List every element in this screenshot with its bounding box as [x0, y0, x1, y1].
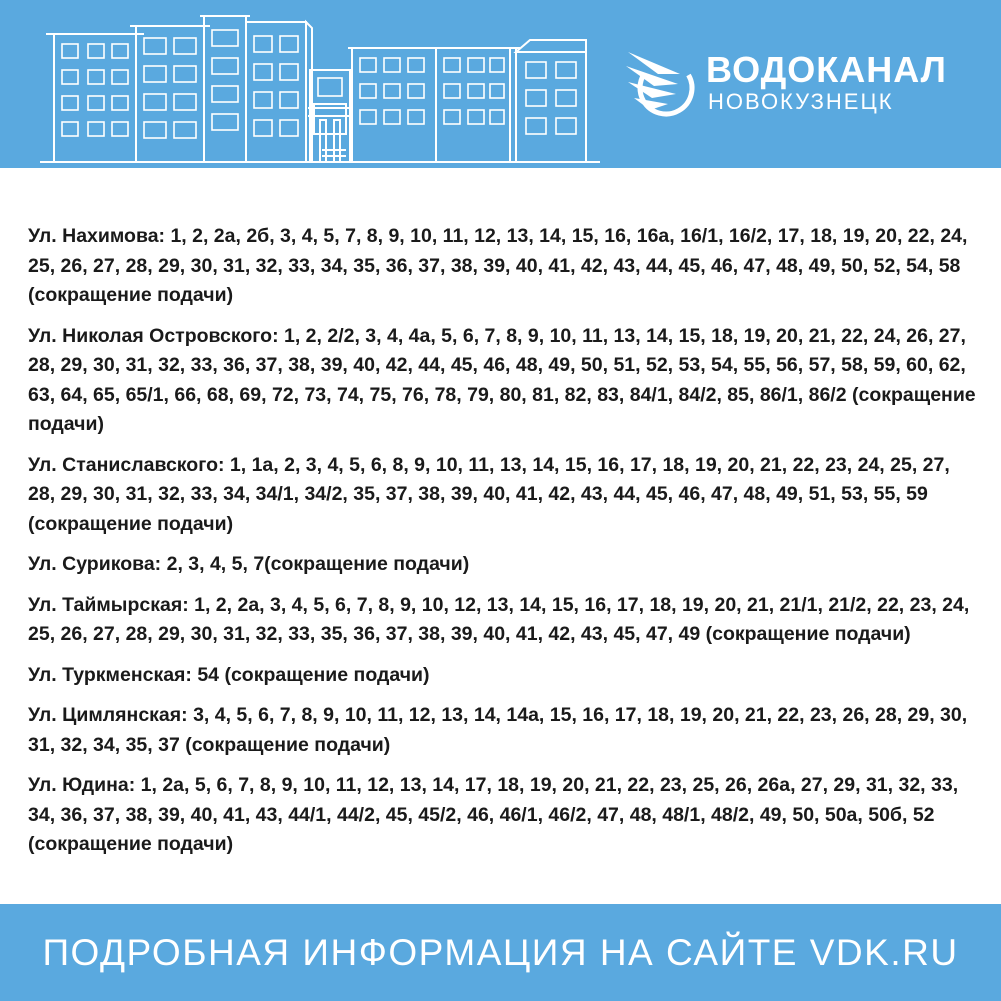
street-list: [28, 222, 978, 871]
street-entry-stanislavskogo: Ул. Станиславского: 1, 1а, 2, 3, 4, 5, 6, 8, 9, 10, 11, 13, 14, 15, 16, 17, 18, 19, 20, 21, 22, 23, 24, 25, 27, 28, 29, 30, 31, 32, 33, 34, 34/1, 34/2, 35, 37, 38, 39, 40, 41, 42, 43, 44, 45, 46, 47, 48, 49, 51, 53, 55, 59 (сокращение подачи): [28, 453, 950, 535]
street-entry-ostrovskogo: Ул. Николая Островского: 1, 2, 2/2, 3, 4, 4а, 5, 6, 7, 8, 9, 10, 11, 13, 14, 15, 18, 19, 20, 21, 22, 24, 26, 27, 28, 29, 30, 31, 32, 33, 36, 37, 38, 39, 40, 42, 44, 45, 46, 48, 49, 50, 51, 52, 53, 54, 55, 56, 57, 58, 59, 60, 62, 63, 64, 65, 65/1, 66, 68, 69, 72, 73, 74, 75, 76, 78, 79, 80, 81, 82, 83, 84/1, 84/2, 85, 86/1, 86/2 (сокращение подачи): [28, 324, 976, 435]
street-entry-surikova: Ул. Сурикова: 2, 3, 4, 5, 7(сокращение подачи): [28, 553, 470, 575]
header-banner: [0, 0, 1001, 168]
street-entry-tsimlyanskaya: Ул. Цимлянская: 3, 4, 5, 6, 7, 8, 9, 10, 11, 12, 13, 14, 14а, 15, 16, 17, 18, 19, 20, 21, 22, 23, 26, 28, 29, 30, 31, 32, 34, 35, 37 (сокращение подачи): [28, 704, 968, 756]
logo-subtitle: НОВОКУЗНЕЦК: [708, 89, 894, 114]
street-entry-taimyrskaya: Ул. Таймырская: 1, 2, 2а, 3, 4, 5, 6, 7, 8, 9, 10, 12, 13, 14, 15, 16, 17, 18, 19, 20, 21, 21/1, 21/2, 22, 23, 24, 25, 26, 27, 28, 29, 30, 31, 32, 33, 35, 36, 37, 38, 39, 40, 41, 42, 43, 45, 47, 49 (сокращение подачи): [28, 593, 970, 645]
street-entry-yudina: Ул. Юдина: 1, 2а, 5, 6, 7, 8, 9, 10, 11, 12, 13, 14, 17, 18, 19, 20, 21, 22, 23, 25, 26, 26а, 27, 29, 31, 32, 33, 34, 36, 37, 38, 39, 40, 41, 43, 44/1, 44/2, 45, 45/2, 46, 46/1, 46/2, 47, 48, 48/1, 48/2, 49, 50, 50а, 50б, 52 (сокращение подачи): [28, 774, 959, 855]
building-illustration: [40, 8, 600, 164]
footer-banner: [0, 904, 1001, 1001]
street-entry-nakhimova: Ул. Нахимова: 1, 2, 2а, 2б, 3, 4, 5, 7, 8, 9, 10, 11, 12, 13, 14, 15, 16, 16а, 16/1, 16/2, 17, 18, 19, 20, 22, 24, 25, 26, 27, 28, 29, 30, 31, 32, 33, 34, 35, 36, 37, 38, 39, 40, 41, 42, 43, 44, 45, 46, 47, 48, 49, 50, 52, 54, 58 (сокращение подачи): [28, 225, 968, 306]
street-entry-turkmenskaya: Ул. Туркменская: 54 (сокращение подачи): [28, 663, 430, 686]
footer-info-text: ПОДРОБНАЯ ИНФОРМАЦИЯ НА САЙТЕ VDK.RU: [42, 931, 959, 973]
vodokanal-logo: [622, 44, 962, 124]
logo-title: ВОДОКАНАЛ: [706, 49, 947, 90]
wing-logo-icon: [622, 44, 698, 120]
